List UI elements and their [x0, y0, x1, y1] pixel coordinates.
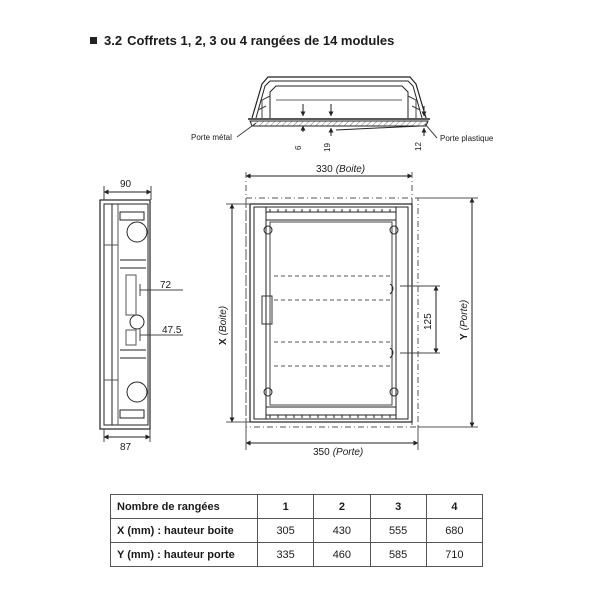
dimensions-table	[110, 494, 483, 567]
dim-47-5-label: 47.5	[162, 325, 182, 336]
side-view	[100, 186, 183, 442]
dim-90-label: 90	[120, 179, 132, 190]
dim-12-label: 12	[414, 142, 423, 151]
front-view	[226, 172, 478, 450]
table-header-cell: Nombre de rangées	[111, 495, 258, 519]
table-cell: 335	[258, 543, 314, 567]
dim-y-label	[459, 300, 470, 340]
dim-87-label: 87	[120, 442, 132, 453]
top-view	[237, 77, 437, 138]
section-number: 3.2	[104, 33, 123, 48]
dim-19-label: 19	[323, 143, 332, 152]
table-cell: 460	[314, 543, 370, 567]
dim-72-label: 72	[160, 280, 172, 291]
table-header-cell: 2	[314, 495, 370, 519]
table-cell: 555	[370, 519, 426, 543]
table-header-cell: 3	[370, 495, 426, 519]
dim-y-note: (Porte)	[459, 299, 470, 331]
dim-x-label	[218, 306, 229, 345]
dim-x-note: (Boite)	[218, 305, 229, 336]
table-row-label: X (mm) : hauteur boite	[111, 519, 258, 543]
dim-x-value: X	[218, 338, 229, 345]
dim-6-label: 6	[294, 145, 303, 150]
table-row	[111, 519, 483, 543]
porte-metal-label: Porte métal	[191, 133, 232, 142]
table-header-cell: 4	[426, 495, 482, 519]
table-row	[111, 543, 483, 567]
dim-125-label: 125	[423, 313, 434, 330]
dim-350-note: (Porte)	[332, 447, 364, 458]
section-title: Coffrets 1, 2, 3 ou 4 rangées de 14 modules	[127, 33, 395, 48]
dim-330-value: 330	[316, 164, 333, 175]
table-cell: 710	[426, 543, 482, 567]
porte-plastique-label: Porte plastique	[440, 134, 494, 143]
table-header-row	[111, 495, 483, 519]
table-row-label: Y (mm) : hauteur porte	[111, 543, 258, 567]
table-cell: 585	[370, 543, 426, 567]
table-cell: 680	[426, 519, 482, 543]
table-cell: 430	[314, 519, 370, 543]
dim-350-label	[313, 447, 363, 458]
dim-330-label	[316, 164, 365, 175]
table-cell: 305	[258, 519, 314, 543]
dim-y-value: Y	[459, 333, 470, 340]
dim-330-note: (Boite)	[335, 164, 366, 175]
dim-350-value: 350	[313, 447, 330, 458]
table-header-cell: 1	[258, 495, 314, 519]
